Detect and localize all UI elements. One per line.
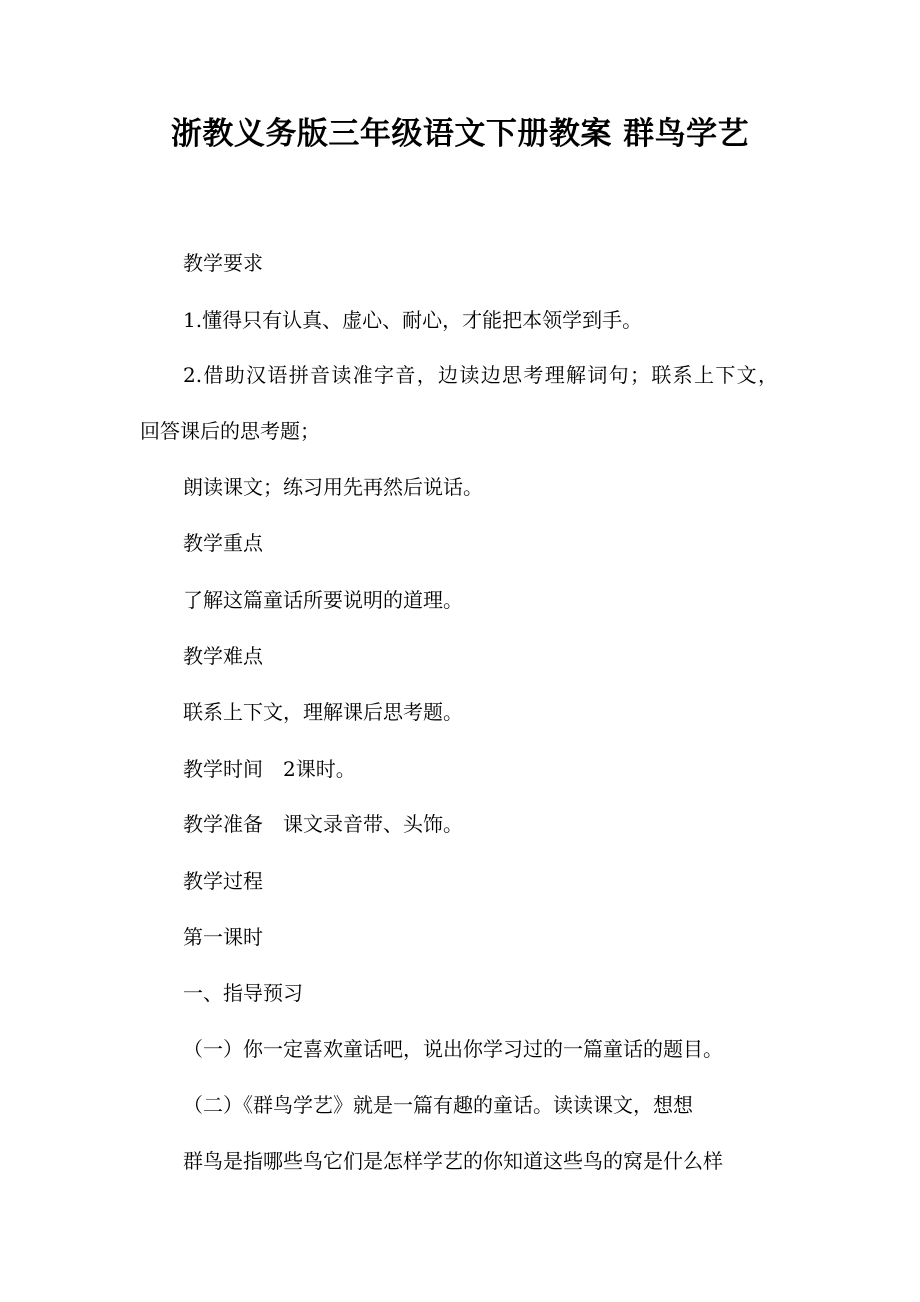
section-heading-key-points: 教学重点 bbox=[183, 531, 263, 555]
requirement-2: 2.借助汉语拼音读准字音，边读边思考理解词句；联系上下文， bbox=[183, 363, 778, 387]
section-heading-requirements: 教学要求 bbox=[183, 251, 263, 275]
teaching-time: 教学时间 2课时。 bbox=[183, 757, 356, 781]
requirement-1: 1.懂得只有认真、虚心、耐心，才能把本领学到手。 bbox=[183, 308, 643, 332]
difficulties-text: 联系上下文，理解课后思考题。 bbox=[183, 700, 463, 724]
section-heading-difficulties: 教学难点 bbox=[183, 644, 263, 668]
step-1-heading: 一、指导预习 bbox=[183, 981, 303, 1005]
key-points-text: 了解这篇童话所要说明的道理。 bbox=[183, 588, 463, 612]
step-1-item-2-continued: 群鸟是指哪些鸟它们是怎样学艺的你知道这些鸟的窝是什么样 bbox=[183, 1149, 723, 1173]
teaching-preparation: 教学准备 课文录音带、头饰。 bbox=[183, 812, 463, 836]
requirement-3: 朗读课文；练习用先再然后说话。 bbox=[183, 475, 483, 499]
first-lesson-heading: 第一课时 bbox=[183, 925, 263, 949]
step-1-item-1: （一）你一定喜欢童话吧，说出你学习过的一篇童话的题目。 bbox=[183, 1037, 723, 1061]
document-title: 浙教义务版三年级语文下册教案 群鸟学艺 bbox=[170, 116, 750, 152]
requirement-2-continued: 回答课后的思考题； bbox=[140, 419, 320, 443]
step-1-item-2: （二）《群鸟学艺》就是一篇有趣的童话。读读课文，想想 bbox=[183, 1093, 693, 1117]
section-heading-process: 教学过程 bbox=[183, 869, 263, 893]
